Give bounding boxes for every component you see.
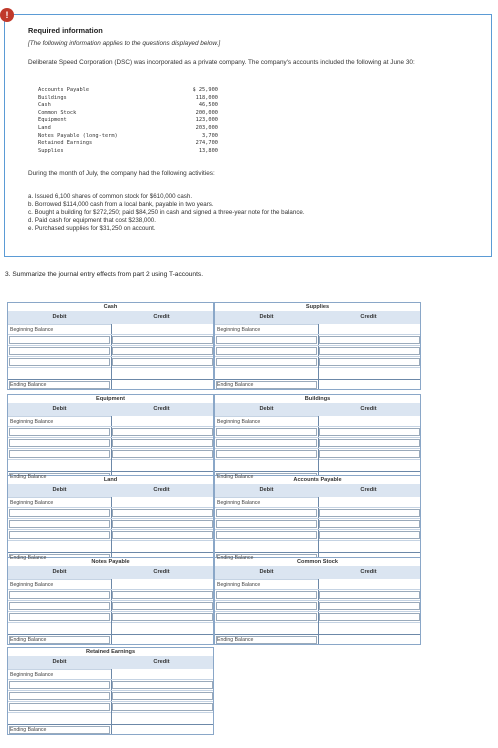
- entry-row: [215, 426, 420, 437]
- account-row: [38, 148, 218, 156]
- entry-row: [215, 356, 420, 367]
- beginning-balance-label: Beginning Balance: [8, 416, 111, 426]
- t-account-retained-earnings: [7, 647, 214, 735]
- t-account-header: [8, 484, 213, 497]
- debit-header: Debit: [52, 406, 67, 412]
- debit-input[interactable]: [9, 703, 110, 711]
- ending-balance-row: [8, 634, 213, 644]
- activities-list: [28, 193, 305, 233]
- debit-input[interactable]: [9, 591, 110, 599]
- t-account-equipment: [7, 394, 214, 482]
- credit-input[interactable]: [319, 347, 420, 355]
- debit-input[interactable]: [216, 591, 317, 599]
- entry-row: [215, 345, 420, 356]
- credit-input[interactable]: [319, 358, 420, 366]
- credit-input[interactable]: [319, 439, 420, 447]
- debit-input[interactable]: [216, 428, 317, 436]
- credit-input[interactable]: [319, 531, 420, 539]
- account-value: 118,000: [195, 94, 218, 101]
- entry-row: [215, 529, 420, 540]
- ending-balance-label: Ending Balance: [217, 382, 254, 388]
- entry-row: [215, 600, 420, 611]
- entry-row: [8, 690, 213, 701]
- t-account-accounts-payable: [214, 475, 421, 563]
- t-account-body: [215, 324, 420, 389]
- account-balances-list: [38, 87, 218, 155]
- credit-input[interactable]: [112, 703, 213, 711]
- debit-input[interactable]: [216, 509, 317, 517]
- t-account-land: [7, 475, 214, 563]
- beginning-balance-label: Beginning Balance: [215, 324, 318, 334]
- account-row: [38, 102, 218, 110]
- t-account-body: [8, 669, 213, 734]
- credit-header: Credit: [153, 569, 170, 575]
- beginning-balance-label: Beginning Balance: [215, 497, 318, 507]
- ending-balance-label: Ending Balance: [217, 555, 254, 561]
- entry-row: [215, 334, 420, 345]
- account-row: [38, 140, 218, 148]
- entry-row: [215, 507, 420, 518]
- beginning-balance-label: Beginning Balance: [8, 579, 111, 589]
- t-account-title: Retained Earnings: [8, 648, 213, 656]
- account-row: [38, 133, 218, 141]
- debit-input[interactable]: [216, 347, 317, 355]
- entry-row: [215, 448, 420, 459]
- ending-balance-label: Ending Balance: [217, 637, 254, 643]
- credit-header: Credit: [360, 406, 377, 412]
- entry-row: [8, 679, 213, 690]
- account-name: Supplies: [38, 147, 64, 154]
- credit-header: Credit: [153, 314, 170, 320]
- credit-input[interactable]: [319, 602, 420, 610]
- credit-header: Credit: [153, 659, 170, 665]
- t-account-body: [215, 579, 420, 644]
- credit-input[interactable]: [319, 509, 420, 517]
- account-row: [38, 117, 218, 125]
- entry-row: [8, 507, 213, 518]
- account-value: 46,500: [198, 102, 218, 109]
- t-account-header: [215, 403, 420, 416]
- ending-balance-row: [215, 379, 420, 389]
- credit-header: Credit: [360, 487, 377, 493]
- t-account-notes-payable: [7, 557, 214, 645]
- ending-balance-row: [215, 634, 420, 644]
- activity-item: d. Paid cash for equipment that cost $238,000.: [28, 217, 156, 224]
- debit-input[interactable]: [9, 336, 110, 344]
- account-name: Notes Payable (long-term): [38, 132, 118, 139]
- account-value: $ 25,900: [192, 87, 218, 93]
- t-account-header: [215, 484, 420, 497]
- t-account-common-stock: [214, 557, 421, 645]
- ending-balance-label: Ending Balance: [10, 637, 47, 643]
- t-account-body: [8, 579, 213, 644]
- debit-header: Debit: [52, 569, 67, 575]
- account-name: Common Stock: [38, 109, 77, 116]
- t-account-cash: [7, 302, 214, 390]
- account-name: Cash: [38, 102, 51, 109]
- entry-row: [215, 589, 420, 600]
- debit-input[interactable]: [9, 428, 110, 436]
- debit-input[interactable]: [216, 450, 317, 458]
- debit-input[interactable]: [216, 531, 317, 539]
- debit-input[interactable]: [9, 509, 110, 517]
- ending-balance-label: Ending Balance: [10, 382, 47, 388]
- account-name: Buildings: [38, 94, 67, 101]
- debit-header: Debit: [259, 406, 274, 412]
- ending-balance-row: [8, 379, 213, 389]
- t-account-title: Equipment: [8, 395, 213, 403]
- credit-input[interactable]: [112, 428, 213, 436]
- debit-input[interactable]: [9, 439, 110, 447]
- entry-row: [8, 518, 213, 529]
- t-account-title: Buildings: [215, 395, 420, 403]
- t-account-supplies: [214, 302, 421, 390]
- t-account-body: [215, 497, 420, 562]
- entry-row: [8, 356, 213, 367]
- beginning-balance-label: Beginning Balance: [8, 324, 111, 334]
- ending-balance-row: [8, 724, 213, 734]
- entry-row: [8, 600, 213, 611]
- t-account-title: Land: [8, 476, 213, 484]
- credit-input[interactable]: [112, 450, 213, 458]
- credit-input[interactable]: [112, 347, 213, 355]
- debit-input[interactable]: [216, 336, 317, 344]
- t-account-title: Cash: [8, 303, 213, 311]
- debit-header: Debit: [259, 314, 274, 320]
- required-info-subtitle: [The following information applies to the questions displayed below.]: [28, 40, 221, 47]
- t-account-body: [8, 497, 213, 562]
- t-account-header: [8, 311, 213, 324]
- debit-input[interactable]: [9, 613, 110, 621]
- debit-input[interactable]: [216, 439, 317, 447]
- activities-intro: During the month of July, the company had the following activities:: [28, 170, 215, 177]
- t-account-header: [215, 566, 420, 579]
- account-value: 13,800: [198, 147, 218, 154]
- debit-header: Debit: [52, 659, 67, 665]
- t-account-buildings: [214, 394, 421, 482]
- entry-row: [8, 345, 213, 356]
- entry-row: [8, 611, 213, 622]
- account-value: 123,000: [195, 117, 218, 124]
- t-account-title: Notes Payable: [8, 558, 213, 566]
- debit-input[interactable]: [216, 358, 317, 366]
- credit-input[interactable]: [112, 591, 213, 599]
- debit-input[interactable]: [9, 520, 110, 528]
- credit-header: Credit: [153, 487, 170, 493]
- debit-input[interactable]: [216, 520, 317, 528]
- credit-input[interactable]: [319, 591, 420, 599]
- credit-header: Credit: [153, 406, 170, 412]
- account-row: [38, 125, 218, 133]
- beginning-balance-label: Beginning Balance: [215, 579, 318, 589]
- ending-balance-label: Ending Balance: [10, 727, 47, 733]
- debit-input[interactable]: [9, 602, 110, 610]
- entry-row: [8, 426, 213, 437]
- debit-header: Debit: [52, 314, 67, 320]
- ending-balance-label: Ending Balance: [217, 474, 254, 480]
- entry-row: [8, 334, 213, 345]
- credit-input[interactable]: [112, 439, 213, 447]
- credit-input[interactable]: [112, 358, 213, 366]
- activity-item: a. Issued 6,100 shares of common stock for $610,000 cash.: [28, 193, 193, 200]
- t-account-body: [215, 416, 420, 481]
- credit-input[interactable]: [319, 336, 420, 344]
- activity-item: c. Bought a building for $272,250; paid $84,250 in cash and signed a three-year note for the balance.: [28, 209, 305, 216]
- credit-input[interactable]: [112, 520, 213, 528]
- account-row: [38, 95, 218, 103]
- beginning-balance-label: Beginning Balance: [215, 416, 318, 426]
- credit-input[interactable]: [319, 520, 420, 528]
- account-value: 200,000: [195, 109, 218, 116]
- account-name: Retained Earnings: [38, 140, 93, 147]
- t-account-header: [215, 311, 420, 324]
- activity-item: e. Purchased supplies for $31,250 on account.: [28, 225, 156, 232]
- debit-input[interactable]: [9, 531, 110, 539]
- beginning-balance-label: Beginning Balance: [8, 669, 111, 679]
- debit-header: Debit: [259, 487, 274, 493]
- t-account-title: Supplies: [215, 303, 420, 311]
- credit-input[interactable]: [112, 509, 213, 517]
- credit-input[interactable]: [112, 602, 213, 610]
- t-account-body: [8, 324, 213, 389]
- credit-input[interactable]: [112, 681, 213, 689]
- credit-header: Credit: [360, 569, 377, 575]
- debit-input[interactable]: [9, 450, 110, 458]
- account-value: 274,700: [195, 140, 218, 147]
- debit-input[interactable]: [216, 602, 317, 610]
- entry-row: [215, 437, 420, 448]
- credit-input[interactable]: [112, 336, 213, 344]
- entry-row: [8, 437, 213, 448]
- entry-row: [8, 529, 213, 540]
- ending-balance-label: Ending Balance: [10, 474, 47, 480]
- t-account-title: Accounts Payable: [215, 476, 420, 484]
- debit-input[interactable]: [9, 347, 110, 355]
- debit-header: Debit: [259, 569, 274, 575]
- debit-input[interactable]: [9, 681, 110, 689]
- entry-row: [8, 701, 213, 712]
- t-account-body: [8, 416, 213, 481]
- credit-input[interactable]: [112, 613, 213, 621]
- entry-row: [8, 448, 213, 459]
- entry-row: [8, 589, 213, 600]
- account-row: [38, 87, 218, 95]
- credit-input[interactable]: [319, 450, 420, 458]
- credit-input[interactable]: [112, 692, 213, 700]
- entry-row: [215, 518, 420, 529]
- beginning-balance-label: Beginning Balance: [8, 497, 111, 507]
- account-value: 3,700: [202, 132, 218, 139]
- debit-input[interactable]: [9, 692, 110, 700]
- credit-header: Credit: [360, 314, 377, 320]
- debit-header: Debit: [52, 487, 67, 493]
- credit-input[interactable]: [319, 613, 420, 621]
- t-account-header: [8, 566, 213, 579]
- required-info-title: Required information: [28, 26, 103, 35]
- entry-row: [215, 611, 420, 622]
- ending-balance-label: Ending Balance: [10, 555, 47, 561]
- debit-input[interactable]: [216, 613, 317, 621]
- t-account-header: [8, 656, 213, 669]
- account-value: 203,000: [195, 124, 218, 131]
- credit-input[interactable]: [112, 531, 213, 539]
- account-name: Accounts Payable: [38, 87, 90, 93]
- account-row: [38, 110, 218, 118]
- company-intro: Deliberate Speed Corporation (DSC) was incorporated as a private company. The company's accounts included the following at June 30:: [28, 59, 415, 66]
- alert-icon: !: [0, 8, 14, 22]
- debit-input[interactable]: [9, 358, 110, 366]
- account-name: Equipment: [38, 117, 67, 124]
- activity-item: b. Borrowed $114,000 cash from a local bank, payable in two years.: [28, 201, 214, 208]
- t-account-title: Common Stock: [215, 558, 420, 566]
- account-name: Land: [38, 124, 51, 131]
- t-account-header: [8, 403, 213, 416]
- credit-input[interactable]: [319, 428, 420, 436]
- question-text: 3. Summarize the journal entry effects from part 2 using T-accounts.: [5, 271, 204, 278]
